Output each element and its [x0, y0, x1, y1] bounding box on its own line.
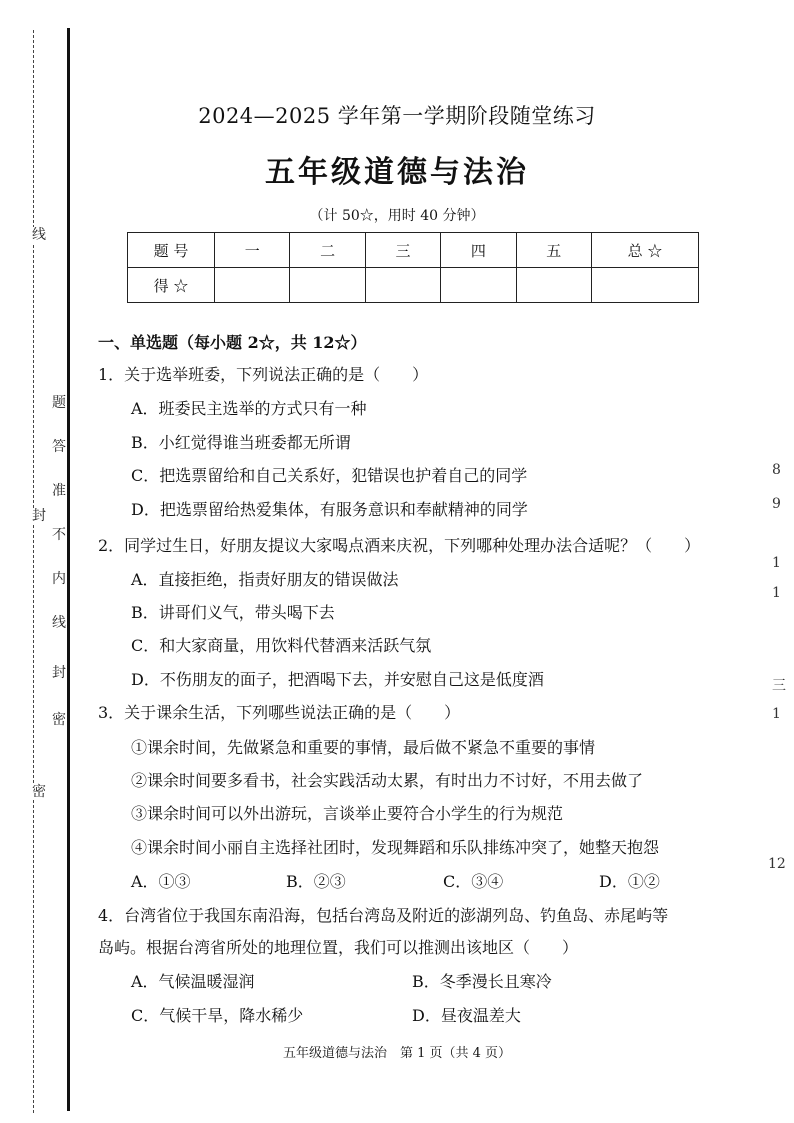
question-4-stem-line-2: 岛屿。根据台湾省所处的地理位置，我们可以推测出该地区（ ） [98, 938, 579, 957]
section-heading: 一、单选题（每小题 2☆，共 12☆） [98, 333, 367, 352]
question-3-statement-4: ④课余时间小丽自主选择社团时，发现舞蹈和乐队排练冲突了，她整天抱怨 [131, 838, 660, 857]
subject-title: 五年级道德与法治 [265, 155, 529, 190]
binding-dashed-line [33, 30, 34, 1113]
question-3-option-a: A．①③ [131, 872, 191, 891]
seal-label-feng: 封 [32, 508, 46, 524]
table-header-cell: 四 [441, 233, 516, 268]
score-cell[interactable] [592, 268, 699, 303]
table-header-cell: 三 [365, 233, 440, 268]
score-cell[interactable] [290, 268, 365, 303]
question-2-option-c: C．和大家商量，用饮料代替酒来活跃气氛 [131, 636, 432, 655]
question-3-option-c: C．③④ [443, 872, 504, 891]
question-3-statement-3: ③课余时间可以外出游玩，言谈举止要符合小学生的行为规范 [131, 804, 564, 823]
table-header-cell: 总 ☆ [592, 233, 699, 268]
score-cell[interactable] [215, 268, 290, 303]
question-3-option-d: D．①② [599, 872, 660, 891]
edge-fragment: 12 [768, 856, 786, 872]
edge-fragment: 9 [772, 496, 781, 512]
table-header-cell: 五 [516, 233, 591, 268]
seal-label-mi: 密 [32, 784, 46, 800]
edge-fragment: 三 [772, 678, 786, 694]
warning-char: 答 [52, 439, 66, 455]
question-2-option-a: A．直接拒绝，指责好朋友的错误做法 [131, 570, 399, 589]
question-3-stem: 3．关于课余生活，下列哪些说法正确的是（ ） [98, 703, 461, 722]
score-cell[interactable] [365, 268, 440, 303]
warning-char: 题 [52, 395, 66, 411]
edge-fragment: 1 [772, 555, 781, 571]
question-4-option-d: D．昼夜温差大 [412, 1006, 521, 1025]
question-1-option-c: C．把选票留给和自己关系好，犯错误也护着自己的同学 [131, 466, 528, 485]
edge-fragment: 1 [772, 585, 781, 601]
warning-char: 内 [52, 571, 66, 587]
question-2-option-b: B．讲哥们义气，带头喝下去 [131, 603, 335, 622]
seal-label-xian: 线 [32, 227, 46, 243]
warning-char: 密 [52, 712, 66, 728]
question-4-option-b: B．冬季漫长且寒冷 [412, 972, 552, 991]
warning-char: 封 [52, 665, 66, 681]
score-row-label: 得 ☆ [128, 268, 215, 303]
edge-fragment: 8 [772, 462, 781, 478]
table-header-cell: 一 [215, 233, 290, 268]
question-3-statement-2: ②课余时间要多看书，社会实践活动太累，有时出力不讨好，不用去做了 [131, 771, 644, 790]
table-header-cell: 二 [290, 233, 365, 268]
page-footer: 五年级道德与法治 第 1 页（共 4 页） [282, 1046, 512, 1061]
question-4-stem-line-1: 4．台湾省位于我国东南沿海，包括台湾岛及附近的澎湖列岛、钓鱼岛、赤尾屿等 [98, 906, 669, 925]
question-1-option-a: A．班委民主选举的方式只有一种 [131, 399, 367, 418]
question-1-stem: 1．关于选举班委，下列说法正确的是（ ） [98, 365, 429, 384]
score-cell[interactable] [516, 268, 591, 303]
score-table-header-row [128, 233, 699, 268]
question-1-option-b: B．小红觉得谁当班委都无所谓 [131, 433, 351, 452]
warning-char: 线 [52, 615, 66, 631]
question-3-option-b: B．②③ [286, 872, 346, 891]
question-2-stem: 2．同学过生日，好朋友提议大家喝点酒来庆祝，下列哪种处理办法合适呢？（ ） [98, 536, 701, 555]
edge-fragment: 1 [772, 706, 781, 722]
table-header-cell: 题 号 [128, 233, 215, 268]
score-table-score-row [128, 268, 699, 303]
exam-title: 2024—2025 学年第一学期阶段随堂练习 [198, 104, 596, 128]
question-4-option-c: C．气候干旱，降水稀少 [131, 1006, 304, 1025]
exam-info: （计 50☆，用时 40 分钟） [309, 208, 485, 224]
question-2-option-d: D．不伤朋友的面子，把酒喝下去，并安慰自己这是低度酒 [131, 670, 544, 689]
question-1-option-d: D．把选票留给热爱集体，有服务意识和奉献精神的同学 [131, 500, 528, 519]
question-3-statement-1: ①课余时间，先做紧急和重要的事情，最后做不紧急不重要的事情 [131, 738, 596, 757]
score-table [127, 232, 699, 303]
score-cell[interactable] [441, 268, 516, 303]
warning-char: 准 [52, 483, 66, 499]
warning-char: 不 [52, 527, 66, 543]
question-4-option-a: A．气候温暖湿润 [131, 972, 255, 991]
